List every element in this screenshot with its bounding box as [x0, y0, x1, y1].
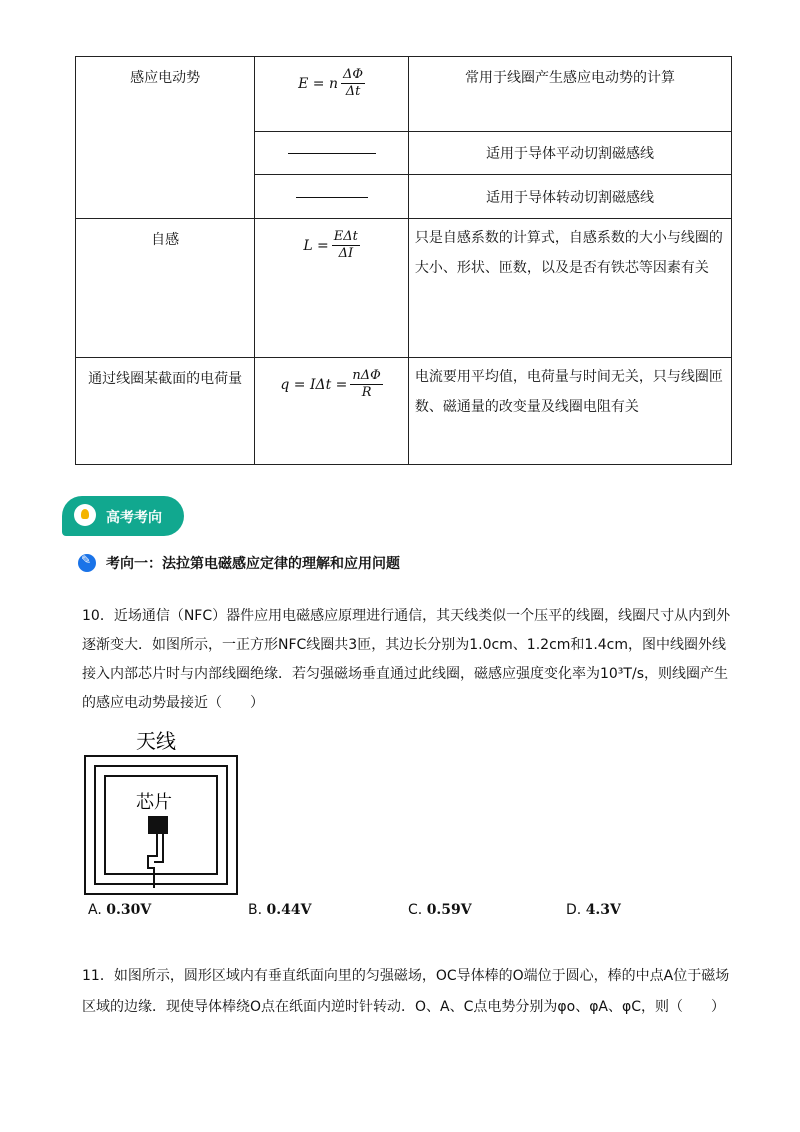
blank-formula-2	[255, 175, 409, 219]
formula-emf: E = n $\frac{\Delta\Phi}{\Delta t}$	[255, 57, 409, 132]
exam-direction-badge	[62, 496, 184, 536]
chip-label: 芯片	[136, 792, 172, 813]
blank-formula-1	[255, 132, 409, 175]
desc-charge: 电流要用平均值，电荷量与时间无关，只与线圈匝数、磁通量的改变量及线圈电阻有关	[408, 358, 731, 465]
option-a[interactable]: A. 0.30V	[88, 902, 152, 918]
option-b[interactable]: B. 0.44V	[248, 902, 312, 918]
section-title: ✎ 考向一：法拉第电磁感应定律的理解和应用问题	[78, 553, 400, 573]
formula-charge: q = IΔt = $\frac{\text{nΔΦ}}{R}$	[255, 358, 409, 465]
desc-inductance: 只是自感系数的计算式，自感系数的大小与线圈的大小、形状、匝数，以及是否有铁芯等因素有关	[408, 219, 731, 358]
row-label-emf: 感应电动势	[76, 57, 255, 219]
formula-inductance: L = $\frac{\text{EΔt}}{\Delta I}$	[255, 219, 409, 358]
question-10-text: 10．近场通信（NFC）器件应用电磁感应原理进行通信，其天线类似一个压平的线圈，线圈尺寸从内到外逐渐变大．如图所示，一正方形NFC线圈共3匝，其边长分别为1.0cm、1.2cm和1.4cm，图中线圈外线接入内部芯片时与内部线圈绝缘．若匀强磁场垂直通过此线圈，磁感应强度变化率为10³T/s，则线圈产生的感应电动势最接近（ ）	[82, 608, 731, 711]
chip-block	[148, 816, 168, 834]
row-label-inductance: 自感	[76, 219, 255, 358]
desc-rotation: 适用于导体转动切割磁感线	[408, 175, 731, 219]
badge-label: 高考考向	[106, 510, 162, 526]
antenna-label: 天线	[136, 729, 176, 753]
pencil-icon	[78, 554, 96, 572]
formula-summary-table	[75, 56, 732, 465]
lightbulb-icon	[74, 504, 96, 526]
option-d[interactable]: D. 4.3V	[566, 902, 621, 918]
option-c[interactable]: C. 0.59V	[408, 902, 472, 918]
question-11-text: 11．如图所示，圆形区域内有垂直纸面向里的匀强磁场，OC导体棒的O端位于圆心，棒的中点A位于磁场区域的边缘．现使导体棒绕O点在纸面内逆时针转动．O、A、C点电势分别为φo、φA、φC，则（ ）	[82, 968, 730, 1015]
nfc-coil-figure	[84, 728, 244, 902]
row-label-charge: 通过线圈某截面的电荷量	[76, 358, 255, 465]
desc-emf: 常用于线圈产生感应电动势的计算	[408, 57, 731, 132]
desc-translation: 适用于导体平动切割磁感线	[408, 132, 731, 175]
